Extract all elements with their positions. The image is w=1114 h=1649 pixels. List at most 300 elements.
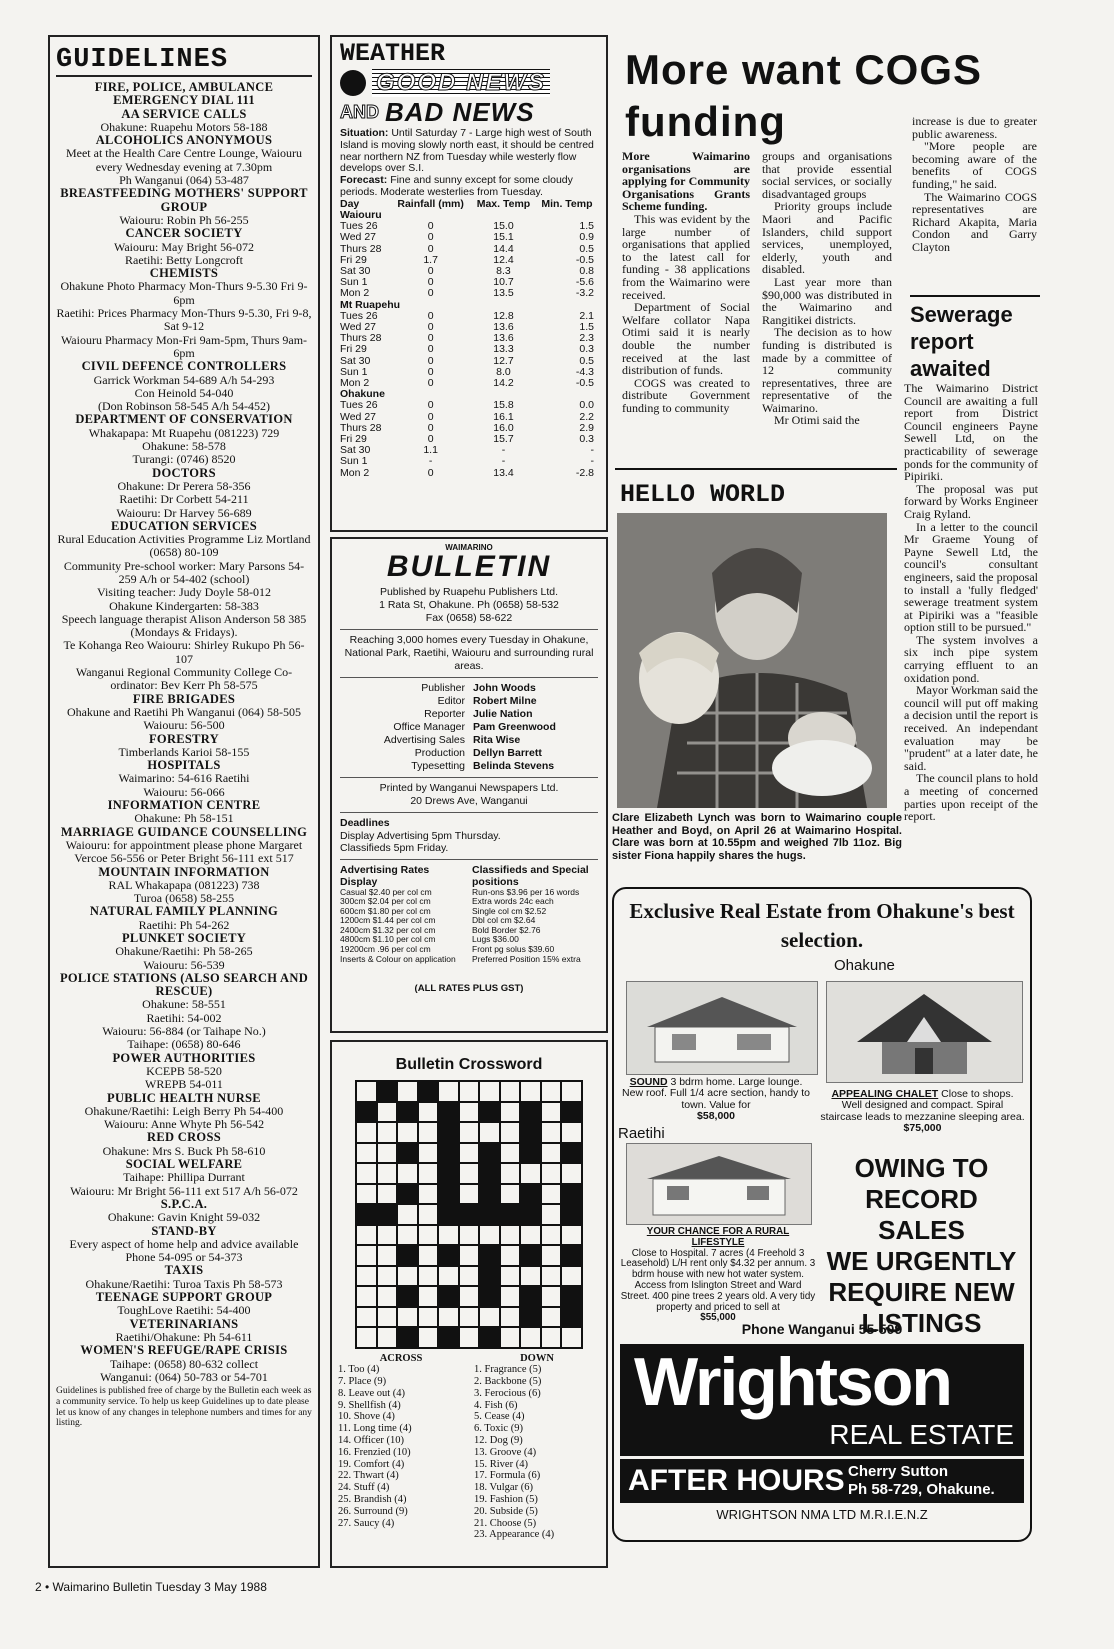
guideline-heading: S.P.C.A. (160, 1196, 208, 1211)
crossword-cell[interactable] (377, 1245, 398, 1266)
guideline-line: (Don Robinson 58-545 A/h 54-452) (98, 399, 270, 414)
crossword-cell[interactable] (561, 1081, 582, 1102)
across-clue: 25. Brandish (4) (338, 1494, 407, 1506)
guideline-section (56, 360, 312, 413)
weather-row (340, 468, 598, 479)
staff-role: Office Manager (393, 721, 465, 733)
crossword-cell[interactable] (500, 1266, 521, 1287)
guideline-section (56, 81, 312, 108)
article-paragraph: This was evident by the large number of organisations that applied to the latest call for funding - 38 applications from the Waimarino were received. (622, 211, 750, 302)
across-clue: 27. Saucy (4) (338, 1517, 395, 1529)
weather-cell: 16.0 (493, 421, 514, 434)
crossword-cell[interactable] (500, 1102, 521, 1123)
crossword-cell[interactable] (397, 1266, 418, 1287)
down-clue: 13. Groove (4) (474, 1446, 537, 1458)
crossword-cell[interactable] (541, 1266, 562, 1287)
crossword-cell[interactable] (356, 1327, 377, 1348)
rate-line: 2400cm $1.32 per col cm (340, 924, 436, 935)
crossword-cell[interactable] (541, 1245, 562, 1266)
weather-cell: 10.7 (493, 276, 514, 289)
crossword-cell[interactable] (356, 1245, 377, 1266)
crossword-cell[interactable] (438, 1081, 459, 1102)
staff-role: Advertising Sales (383, 734, 465, 746)
photo-caption: Clare Elizabeth Lynch was born to Waimarino couple Heather and Boyd, on April 26 at Waimarino Hospital. Clare was born at 10.55pm and weighed 7lb 11oz. Big sister Fiona happily shares the hugs. (612, 812, 902, 862)
crossword-cell[interactable] (397, 1225, 418, 1246)
raetihi-label: Raetihi (618, 1125, 665, 1142)
crossword-cell[interactable] (377, 1143, 398, 1164)
crossword-cell[interactable] (561, 1122, 582, 1143)
crossword-cell[interactable] (459, 1163, 480, 1184)
guideline-line: Rural Education Activities Programme Liz Mortland (0658) 80-109 (57, 532, 311, 560)
crossword-cell[interactable] (356, 1184, 377, 1205)
crossword-cell[interactable] (418, 1163, 439, 1184)
cogs-col2 (762, 150, 892, 427)
crossword-cell[interactable] (438, 1266, 459, 1287)
guideline-section (56, 905, 312, 932)
weather-cell: 0 (427, 276, 434, 289)
crossword-cell[interactable] (541, 1286, 562, 1307)
guideline-heading: RED CROSS (147, 1130, 221, 1145)
weather-row (340, 434, 598, 445)
staff-role: Typesetting (411, 760, 465, 772)
owing-to-record-sales (819, 1153, 1024, 1339)
sun-icon (340, 70, 366, 96)
crossword-cell[interactable] (418, 1266, 439, 1287)
weather-row (340, 333, 598, 344)
guideline-heading: MARRIAGE GUIDANCE COUNSELLING (60, 824, 308, 839)
crossword-cell[interactable] (377, 1327, 398, 1348)
guideline-line: Whakapapa: Mt Ruapehu (081223) 729 (88, 425, 280, 440)
crossword-cell[interactable] (500, 1307, 521, 1328)
crossword-cell[interactable] (418, 1327, 439, 1348)
guideline-section (56, 799, 312, 826)
publisher-line: Published by Ruapehu Publishers Ltd. (379, 586, 559, 598)
weather-cell: Fri 29 (340, 343, 367, 356)
crossword-cell[interactable] (356, 1225, 377, 1246)
guideline-line: Visiting teacher: Judy Doyle 58-012 (97, 585, 271, 600)
guideline-line: Waiouru: 56-500 (143, 718, 225, 733)
article-paragraph: COGS was created to distribute Government funding to community (622, 375, 750, 415)
crossword-cell[interactable] (356, 1286, 377, 1307)
guideline-line: Turoa (0658) 58-255 (133, 891, 235, 906)
crossword-cell[interactable] (459, 1225, 480, 1246)
crossword-cell[interactable] (356, 1081, 377, 1102)
weather-cell: Mon 2 (340, 466, 370, 479)
crossword-cell[interactable] (397, 1204, 418, 1225)
article-paragraph: The decision as to how funding is distributed is made by a committee of 12 community representatives, three are representative of the Waimarino. (762, 325, 892, 415)
crossword-cell (479, 1245, 500, 1266)
guideline-section (56, 693, 312, 733)
crossword-cell[interactable] (459, 1184, 480, 1205)
crossword-cell (520, 1245, 541, 1266)
down-clue: 4. Fish (6) (474, 1399, 518, 1411)
article-paragraph: More Waimarino organisations are applying for Community Organisations Grants Scheme funding. (622, 149, 750, 214)
weather-column-header: Rainfall (mm) (397, 197, 464, 210)
weather-row (340, 344, 598, 355)
crossword-cell (459, 1204, 480, 1225)
crossword-cell (561, 1204, 582, 1225)
guideline-section (56, 134, 312, 187)
crossword-cell[interactable] (377, 1286, 398, 1307)
article-paragraph: In a letter to the council Mr Graeme Young of Payne Sewell Ltd, the council's consultant engineers, said the proposal to install a 'fully fledged' sewerage treatment system at Pipiriki was a "feasible option still to be pursued." (904, 519, 1038, 635)
article-paragraph: "More people are becoming aware of the benefits of COGS funding," he said. (912, 139, 1037, 191)
crossword-cell[interactable] (479, 1307, 500, 1328)
guideline-line: Waiouru: 56-884 (or Taihape No.) (102, 1024, 266, 1039)
weather-cell: Wed 27 (340, 231, 376, 244)
deadline-line: Classifieds 5pm Friday. (340, 842, 449, 854)
guideline-heading: HOSPITALS (147, 758, 221, 773)
down-clue: 3. Ferocious (6) (474, 1387, 541, 1399)
crossword-cell[interactable] (500, 1081, 521, 1102)
crossword-cell[interactable] (520, 1225, 541, 1246)
chalet-listing: APPEALING CHALET Close to shops. Well designed and compact. Spiral staircase leads to mezzanine sleeping area. $75,000 (820, 1088, 1025, 1135)
rate-line: 600cm $1.80 per col cm (340, 905, 431, 916)
staff-name: Dellyn Barrett (473, 747, 542, 759)
weather-cell: 1.7 (423, 253, 438, 266)
crossword-cell[interactable] (459, 1102, 480, 1123)
staff-role: Publisher (421, 682, 465, 694)
weather-cell: 13.5 (493, 287, 514, 300)
crossword-cell[interactable] (377, 1184, 398, 1205)
weather-row (340, 221, 598, 232)
crossword-cell (479, 1204, 500, 1225)
article-paragraph: The council plans to hold a meeting of concerned parties upon receipt of the report. (904, 771, 1038, 824)
weather-cell: 0 (427, 220, 434, 233)
guideline-section (56, 1092, 312, 1132)
crossword-cell[interactable] (356, 1122, 377, 1143)
guideline-line: Taihape: (0658) 80-646 (127, 1037, 241, 1052)
crossword-cell[interactable] (459, 1122, 480, 1143)
crossword-cell[interactable] (520, 1266, 541, 1287)
crossword-cell[interactable] (520, 1163, 541, 1184)
guideline-heading: PLUNKET SOCIETY (121, 931, 247, 945)
crossword-cell[interactable] (356, 1163, 377, 1184)
weather-cell: 13.6 (493, 321, 514, 334)
printed-line: 20 Drews Ave, Wanganui (410, 795, 528, 807)
across-clue: 8. Leave out (4) (338, 1387, 406, 1399)
crossword-cell[interactable] (500, 1225, 521, 1246)
crossword-cell[interactable] (500, 1327, 521, 1348)
guideline-line: Waiouru: Robin Ph 56-255 (119, 212, 249, 227)
weather-cell: 0 (427, 377, 434, 390)
across-clue: 1. Too (4) (338, 1364, 380, 1376)
crossword-cell[interactable] (520, 1327, 541, 1348)
article-paragraph: The Waimarino COGS representatives are Richard Akapita, Maria Condon and Garry Clayton (912, 189, 1037, 254)
weather-cell: 0 (427, 309, 434, 322)
phone-line: Phone Wanganui 55-509 (741, 1321, 903, 1337)
crossword-cell (438, 1163, 459, 1184)
weather-cell: 1.5 (579, 220, 594, 233)
guideline-heading: POLICE STATIONS (ALSO SEARCH AND RESCUE) (59, 970, 309, 999)
guideline-section (56, 932, 312, 972)
across-clue: 9. Shellfish (4) (338, 1399, 401, 1411)
weather-cell: - (428, 455, 433, 468)
crossword-cell[interactable] (500, 1122, 521, 1143)
crossword-cell[interactable] (418, 1245, 439, 1266)
guideline-section (56, 759, 312, 799)
crossword-cell[interactable] (459, 1143, 480, 1164)
crossword-cell[interactable] (356, 1307, 377, 1328)
guideline-line: Ohakune Photo Pharmacy Mon-Thurs 9-5.30 Fri 9-6pm (60, 279, 308, 307)
crossword-cell[interactable] (541, 1143, 562, 1164)
weather-row (340, 266, 598, 277)
weather-title: WEATHER (340, 39, 446, 68)
weather-cell: 15.0 (493, 220, 514, 233)
weather-cell: 14.2 (493, 377, 514, 390)
owing-line: WE URGENTLY (826, 1246, 1017, 1276)
rate-line: Run-ons $3.96 per 16 words (472, 886, 580, 897)
ohakune-label: Ohakune (834, 957, 895, 974)
crossword-cell[interactable] (377, 1102, 398, 1123)
weather-situation: Situation: Until Saturday 7 - Large high west of South Island is moving slowly north east, it should be centred near northern NZ from Tuesday while westerly flow develops over S.I. (340, 127, 594, 175)
crossword-cell[interactable] (541, 1307, 562, 1328)
crossword-cell (356, 1102, 377, 1123)
crossword-cell[interactable] (459, 1327, 480, 1348)
across-clue: 19. Comfort (4) (338, 1458, 405, 1470)
crossword-cell (397, 1102, 418, 1123)
staff-name: Belinda Stevens (473, 760, 555, 772)
crossword-cell[interactable] (377, 1225, 398, 1246)
down-clue: 20. Subside (5) (474, 1505, 538, 1517)
baby-photo (617, 513, 887, 808)
across-clue: 26. Surround (9) (338, 1505, 408, 1517)
guideline-line: Ohakune and Raetihi Ph Wanganui (064) 58-505 (66, 704, 302, 719)
guideline-line: Waiouru: 56-066 (143, 784, 225, 799)
guideline-line: Timberlands Karioi 58-155 (118, 744, 250, 759)
guideline-heading: AA SERVICE CALLS (121, 106, 247, 121)
article-paragraph: Department of Social Welfare collator Napa Otimi said it is nearly double the number received at the last distribution of funds. (622, 300, 750, 378)
wrightson-logo: Wrightson REAL ESTATE (620, 1344, 1024, 1456)
crossword-cell[interactable] (377, 1163, 398, 1184)
weather-cell: 15.7 (493, 433, 514, 446)
weather-cell: 0.5 (579, 242, 594, 255)
bad-news-label: BAD NEWS (385, 97, 535, 127)
crossword-cell[interactable] (418, 1225, 439, 1246)
crossword-cell (418, 1081, 439, 1102)
rate-line: 1200cm $1.44 per col cm (340, 915, 436, 926)
crossword-cell[interactable] (459, 1245, 480, 1266)
crossword-cell (520, 1307, 541, 1328)
article-paragraph: Mr Otimi said the (774, 413, 860, 428)
across-clue: 10. Shove (4) (338, 1411, 395, 1423)
guideline-line: Ohakune: Mrs S. Buck Ph 58-610 (102, 1143, 266, 1158)
crossword-cell (561, 1245, 582, 1266)
cogs-col3 (912, 115, 1037, 254)
staff-role: Reporter (424, 708, 465, 720)
weather-cell: 0 (427, 332, 434, 345)
crossword-cell[interactable] (418, 1102, 439, 1123)
guideline-line: Ohakune/Raetihi: Ph 58-265 (115, 944, 253, 959)
weather-cell: 14.4 (493, 242, 514, 255)
crossword-cell[interactable] (500, 1245, 521, 1266)
weather-cell: 15.1 (493, 231, 514, 244)
crossword-cell[interactable] (418, 1307, 439, 1328)
weather-panel (330, 35, 608, 532)
down-clue: 12. Dog (9) (474, 1435, 523, 1447)
guideline-heading: CANCER SOCIETY (125, 226, 243, 241)
crossword-cell[interactable] (418, 1143, 439, 1164)
crossword-cell[interactable] (561, 1163, 582, 1184)
weather-cell: Mon 2 (340, 287, 370, 300)
weather-row (340, 367, 598, 378)
crossword-cell (438, 1204, 459, 1225)
weather-cell: Thurs 28 (340, 421, 382, 434)
weather-cell: -4.3 (575, 365, 594, 378)
crossword-cell[interactable] (418, 1184, 439, 1205)
guidelines-title: GUIDELINES (56, 45, 312, 77)
crossword-cell[interactable] (541, 1327, 562, 1348)
crossword-cell[interactable] (541, 1122, 562, 1143)
crossword-cell (438, 1286, 459, 1307)
weather-cell: 8.3 (496, 265, 511, 277)
crossword-panel (330, 1040, 608, 1568)
staff-list (340, 682, 598, 773)
staff-name: Pam Greenwood (473, 721, 556, 733)
guideline-line: Waiouru: 56-539 (143, 957, 225, 972)
crossword-cell (438, 1122, 459, 1143)
weather-cell: 0 (427, 433, 434, 446)
down-clue: 17. Formula (6) (474, 1470, 541, 1482)
guideline-heading: DEPARTMENT OF CONSERVATION (75, 412, 293, 427)
guideline-section (56, 733, 312, 760)
weather-cell: Sat 30 (340, 354, 371, 367)
staff-name: Robert Milne (473, 695, 537, 707)
crossword-cell[interactable] (541, 1204, 562, 1225)
crossword-cell[interactable] (541, 1184, 562, 1205)
crossword-cell (438, 1102, 459, 1123)
crossword-cell[interactable] (459, 1307, 480, 1328)
weather-cell: Fri 29 (340, 433, 367, 446)
crossword-cell[interactable] (541, 1081, 562, 1102)
weather-cell: 0 (427, 242, 434, 255)
good-news-label: GOOD NEWS (372, 69, 550, 97)
weather-cell: - (501, 444, 506, 457)
crossword-cell[interactable] (397, 1307, 418, 1328)
weather-row (340, 456, 598, 467)
crossword-cell[interactable] (541, 1102, 562, 1123)
guideline-heading: MOUNTAIN INFORMATION (98, 864, 270, 879)
crossword-cell[interactable] (397, 1081, 418, 1102)
crossword-cell[interactable] (418, 1122, 439, 1143)
guideline-section (56, 1291, 312, 1318)
crossword-cell[interactable] (356, 1266, 377, 1287)
crossword-cell[interactable] (438, 1307, 459, 1328)
weather-cell: 0.0 (579, 399, 594, 412)
weather-location: Waiouru (340, 208, 382, 221)
cogs-col1 (622, 150, 750, 414)
crossword-cell[interactable] (541, 1225, 562, 1246)
guideline-line: KCEPB 58-520 (146, 1063, 222, 1078)
crossword-cell (561, 1307, 582, 1328)
crossword-cell[interactable] (479, 1081, 500, 1102)
crossword-cell[interactable] (561, 1327, 582, 1348)
guideline-line: Ohakune: Ruapehu Motors 58-188 (100, 119, 268, 134)
crossword-cell[interactable] (500, 1143, 521, 1164)
weather-cell: -0.5 (575, 377, 594, 390)
crossword-cell (397, 1184, 418, 1205)
weather-cell: Tues 26 (340, 220, 378, 233)
guideline-line: Ohakune: Dr Perera 58-356 (117, 478, 251, 493)
printed-by (340, 782, 598, 808)
crossword-cell[interactable] (500, 1163, 521, 1184)
weather-row (340, 244, 598, 255)
weather-cell: - (501, 455, 506, 468)
guideline-line: Waiouru Pharmacy Mon-Fri 9am-5pm, Thurs 9am-6pm (60, 332, 308, 360)
article-paragraph: Mayor Workman said the council will put off making a decision until the report is received. An independant evaluation may be "prudent" at a later date, he said. (904, 683, 1038, 773)
weather-row (340, 277, 598, 288)
staff-role: Production (414, 747, 465, 759)
crossword-clues: ACROSS 1. Too (4) 7. Place (9) 8. Leave out (4) 9. Shellfish (4) 10. Shove (4) 11. Long time (4) 14. Officer (10) 16. Frenzied (10) 19. Comfort (4) 22. Thwart (4) 24. Stuff (4) 25. Brandish (4) 26. Surround (9) 27. Saucy (4) DOWN 1. Fragrance (5) 2. Backbone (5) 3. Ferocious (6) 4. Fish (6) 5. Cease (4) 6. Toxic (9) 12. Dog (9) 13. Groove (4) 15. River (4) 17. Formula (6) 18. Vulgar (6) 19. Fashion (5) 20. Subside (5) 21. Choose (5) 23. Appearance (4) (338, 1353, 600, 1542)
crossword-cell (356, 1204, 377, 1225)
crossword-cell[interactable] (397, 1163, 418, 1184)
weather-cell: 0.5 (579, 354, 594, 367)
guideline-heading: INFORMATION CENTRE (107, 798, 261, 813)
crossword-cell (438, 1327, 459, 1348)
guideline-line: Garrick Workman 54-689 A/h 54-293 (93, 372, 275, 387)
guideline-heading: NATURAL FAMILY PLANNING (89, 904, 279, 919)
crossword-cell[interactable] (479, 1122, 500, 1143)
article-paragraph: Priority groups include Maori and Pacific Islanders, child support services, unemployed, elderly, youth and disabled. (762, 199, 892, 277)
crossword-cell[interactable] (520, 1081, 541, 1102)
guideline-section (56, 826, 312, 866)
crossword-cell[interactable] (479, 1225, 500, 1246)
crossword-cell[interactable] (561, 1225, 582, 1246)
crossword-cell[interactable] (500, 1286, 521, 1307)
crossword-cell[interactable] (418, 1204, 439, 1225)
crossword-cell[interactable] (459, 1286, 480, 1307)
article-paragraph: groups and organisations that provide essential social services, or socially disadvantaged groups (762, 149, 892, 201)
guideline-section (56, 1052, 312, 1092)
guideline-line: Te Kohanga Reo Waiouru: Shirley Rukupo Ph 56-107 (63, 638, 305, 666)
crossword-cell (479, 1327, 500, 1348)
and-label: AND (340, 102, 379, 122)
guideline-line: Waiouru: Dr Harvey 56-689 (116, 505, 252, 520)
crossword-cell[interactable] (356, 1143, 377, 1164)
crossword-cell[interactable] (418, 1286, 439, 1307)
crossword-cell[interactable] (459, 1081, 480, 1102)
crossword-cell[interactable] (397, 1122, 418, 1143)
weather-cell: 12.7 (493, 354, 514, 367)
weather-cell: - (590, 455, 594, 468)
rate-line: Lugs $36.00 (472, 934, 519, 945)
crossword-cell[interactable] (377, 1307, 398, 1328)
weather-table (340, 199, 598, 479)
crossword-cell[interactable] (541, 1163, 562, 1184)
guideline-section (56, 1225, 312, 1265)
weather-cell: 0 (427, 365, 434, 378)
crossword-cell[interactable] (561, 1266, 582, 1287)
guideline-heading: ALCOHOLICS ANONYMOUS (95, 133, 273, 148)
crossword-cell[interactable] (438, 1225, 459, 1246)
crossword-cell[interactable] (500, 1184, 521, 1205)
crossword-cell[interactable] (459, 1266, 480, 1287)
crossword-cell[interactable] (377, 1122, 398, 1143)
weather-cell: 0.9 (579, 231, 594, 244)
down-clue: 6. Toxic (9) (474, 1423, 523, 1435)
crossword-cell[interactable] (377, 1266, 398, 1287)
rate-line: Single col cm $2.52 (472, 905, 547, 916)
rate-line: 300cm $2.04 per col cm (340, 896, 431, 907)
across-clue: 7. Place (9) (338, 1376, 387, 1388)
weather-column-header: Day (340, 197, 360, 210)
house-photo-rural (626, 1143, 812, 1225)
weather-cell: 0 (427, 421, 434, 434)
article-paragraph: The proposal was put forward by Works Engineer Craig Ryland. (904, 481, 1038, 521)
weather-cell: 1.1 (423, 444, 438, 457)
guideline-line: Ohakune: Gavin Knight 59-032 (107, 1210, 261, 1225)
guidelines-list (56, 81, 312, 1384)
guideline-section (56, 1318, 312, 1345)
